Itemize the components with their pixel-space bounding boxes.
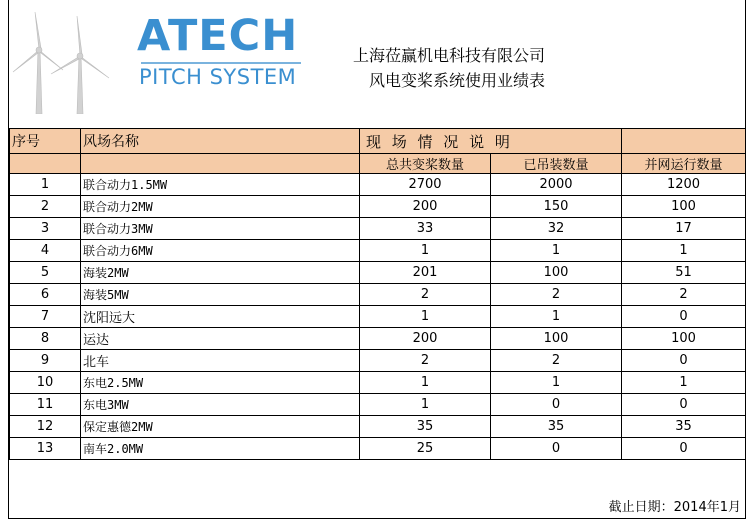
row-seq: 6 xyxy=(10,284,81,306)
row-seq: 3 xyxy=(10,218,81,240)
table-row xyxy=(10,240,746,262)
row-installed: 35 xyxy=(491,416,622,438)
table-row xyxy=(10,416,746,438)
row-total: 1 xyxy=(360,394,491,416)
document-title: 风电变桨系统使用业绩表 xyxy=(369,71,546,90)
row-grid: 100 xyxy=(622,328,746,350)
row-installed: 2 xyxy=(491,350,622,372)
row-grid: 2 xyxy=(622,284,746,306)
row-installed: 0 xyxy=(491,394,622,416)
row-seq: 4 xyxy=(10,240,81,262)
wind-turbine-icon xyxy=(11,10,121,114)
row-farm-name: 保定惠德2MW xyxy=(81,416,360,438)
table-header-row xyxy=(10,129,746,154)
row-total: 2 xyxy=(360,284,491,306)
row-seq: 7 xyxy=(10,306,81,328)
row-total: 201 xyxy=(360,262,491,284)
row-farm-name: 联合动力6MW xyxy=(81,240,360,262)
header-seq: 序号 xyxy=(10,129,81,154)
table-row xyxy=(10,328,746,350)
table-subheader-row xyxy=(10,154,746,174)
row-seq: 10 xyxy=(10,372,81,394)
logo-subtitle: PITCH SYSTEM xyxy=(139,65,297,89)
header-total: 总共变桨数量 xyxy=(360,154,491,174)
logo-text: ATECH xyxy=(137,11,299,61)
row-installed: 2000 xyxy=(491,174,622,196)
table-row xyxy=(10,174,746,196)
row-farm-name: 东电2.5MW xyxy=(81,372,360,394)
row-installed: 100 xyxy=(491,328,622,350)
row-farm-name: 联合动力2MW xyxy=(81,196,360,218)
row-installed: 0 xyxy=(491,438,622,460)
row-seq: 2 xyxy=(10,196,81,218)
row-total: 200 xyxy=(360,328,491,350)
row-grid: 100 xyxy=(622,196,746,218)
table-row xyxy=(10,218,746,240)
row-total: 2 xyxy=(360,350,491,372)
row-installed: 32 xyxy=(491,218,622,240)
row-grid: 1 xyxy=(622,372,746,394)
row-seq: 13 xyxy=(10,438,81,460)
row-grid: 35 xyxy=(622,416,746,438)
row-grid: 17 xyxy=(622,218,746,240)
table-row xyxy=(10,284,746,306)
header-grid: 并网运行数量 xyxy=(622,154,746,174)
header-installed: 已吊装数量 xyxy=(491,154,622,174)
row-total: 1 xyxy=(360,240,491,262)
row-farm-name: 海装5MW xyxy=(81,284,360,306)
row-total: 200 xyxy=(360,196,491,218)
header-blank xyxy=(622,129,746,154)
row-seq: 12 xyxy=(10,416,81,438)
table-body xyxy=(10,174,746,460)
row-farm-name: 东电3MW xyxy=(81,394,360,416)
company-name: 上海莅赢机电科技有限公司 xyxy=(353,46,546,65)
row-grid: 0 xyxy=(622,438,746,460)
row-farm-name: 运达 xyxy=(81,328,360,350)
table-row xyxy=(10,306,746,328)
row-farm-name: 北车 xyxy=(81,350,360,372)
row-grid: 0 xyxy=(622,306,746,328)
row-seq: 8 xyxy=(10,328,81,350)
row-seq: 9 xyxy=(10,350,81,372)
row-seq: 1 xyxy=(10,174,81,196)
row-grid: 0 xyxy=(622,350,746,372)
header-situation: 现 场 情 况 说 明 xyxy=(360,129,622,154)
row-grid: 1 xyxy=(622,240,746,262)
subheader-blank-seq xyxy=(10,154,81,174)
row-installed: 1 xyxy=(491,306,622,328)
row-farm-name: 联合动力3MW xyxy=(81,218,360,240)
performance-sheet xyxy=(8,0,746,519)
table-row xyxy=(10,372,746,394)
subheader-blank-farm xyxy=(81,154,360,174)
row-installed: 2 xyxy=(491,284,622,306)
row-farm-name: 联合动力1.5MW xyxy=(81,174,360,196)
row-seq: 5 xyxy=(10,262,81,284)
sheet-header xyxy=(9,0,745,128)
cutoff-date: 截止日期：2014年1月 xyxy=(608,500,741,515)
row-installed: 100 xyxy=(491,262,622,284)
row-installed: 150 xyxy=(491,196,622,218)
row-farm-name: 海装2MW xyxy=(81,262,360,284)
row-grid: 51 xyxy=(622,262,746,284)
row-grid: 1200 xyxy=(622,174,746,196)
row-installed: 1 xyxy=(491,372,622,394)
row-farm-name: 沈阳远大 xyxy=(81,306,360,328)
row-total: 2700 xyxy=(360,174,491,196)
table-row xyxy=(10,438,746,460)
row-total: 1 xyxy=(360,372,491,394)
performance-table xyxy=(9,128,746,460)
row-grid: 0 xyxy=(622,394,746,416)
table-row xyxy=(10,262,746,284)
table-row xyxy=(10,350,746,372)
row-total: 1 xyxy=(360,306,491,328)
row-total: 35 xyxy=(360,416,491,438)
row-farm-name: 南车2.0MW xyxy=(81,438,360,460)
row-total: 25 xyxy=(360,438,491,460)
table-row xyxy=(10,196,746,218)
row-seq: 11 xyxy=(10,394,81,416)
header-farm: 风场名称 xyxy=(81,129,360,154)
row-installed: 1 xyxy=(491,240,622,262)
row-total: 33 xyxy=(360,218,491,240)
table-row xyxy=(10,394,746,416)
